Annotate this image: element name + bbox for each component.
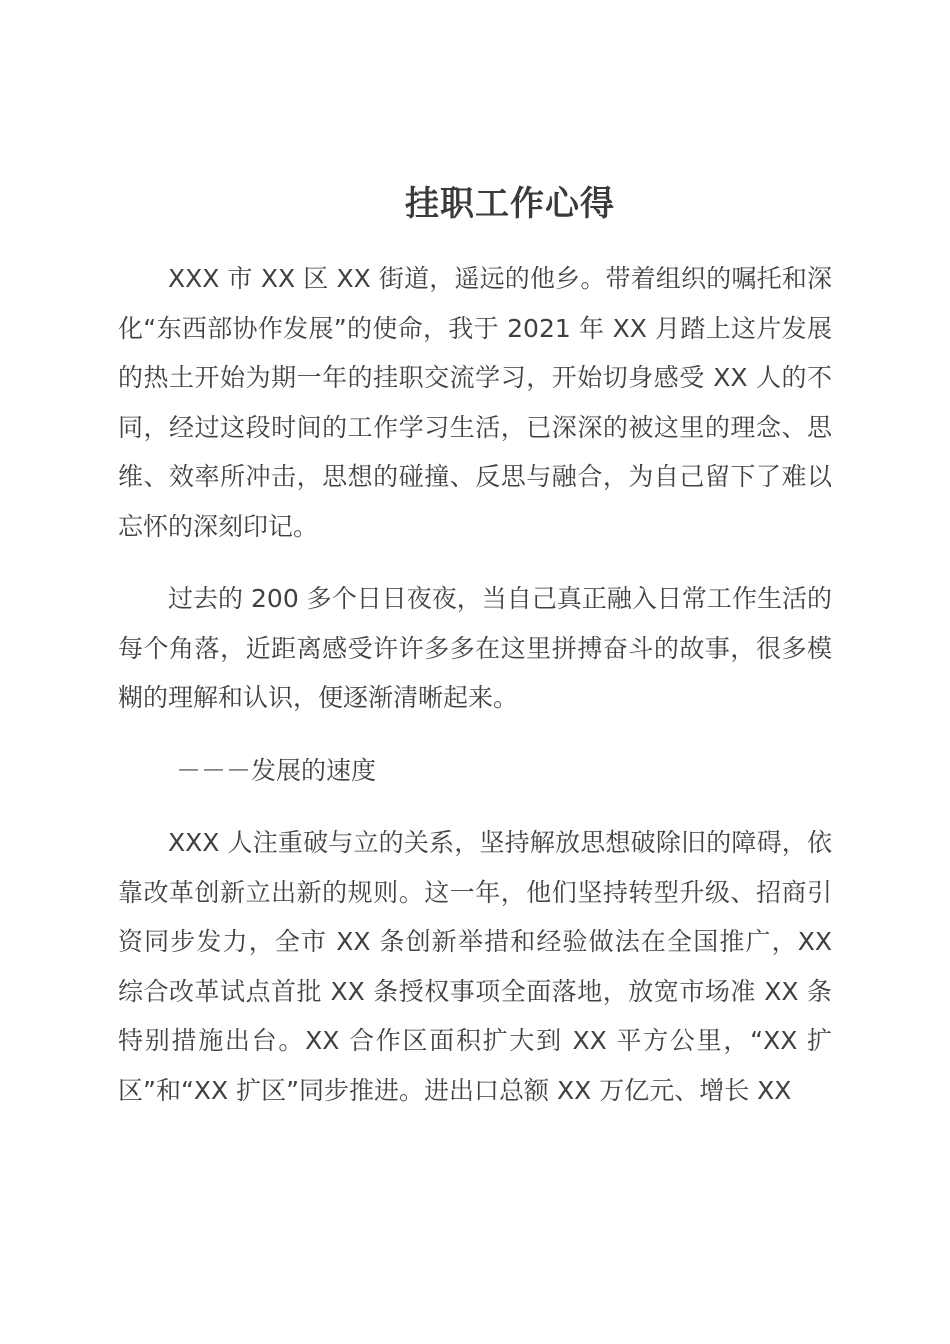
- section-paragraph: XXX 人注重破与立的关系，坚持解放思想破除旧的障碍，依靠改革创新立出新的规则。这一年，他们坚持转型升级、招商引资同步发力，全市 XX 条创新举措和经验做法在全国推广，XX 综合改革试点首批 XX 条授权事项全面落地，放宽市场准 XX 条特别措施出台。XX 合作区面积扩大到 XX 平方公里，“XX 扩区”和“XX 扩区”同步推进。进出口总额 XX 万亿元、增长 XX: [118, 828, 832, 1105]
- paragraph-2-container: [118, 574, 832, 723]
- paragraph-3-container: [118, 818, 832, 1115]
- paragraph-2: 过去的 200 多个日日夜夜，当自己真正融入日常工作生活的每个角落，近距离感受许许多多在这里拼搏奋斗的故事，很多模糊的理解和认识，便逐渐清晰起来。: [118, 584, 832, 712]
- section-heading: －－－发展的速度: [176, 756, 377, 785]
- document-title: 挂职工作心得: [405, 184, 615, 224]
- paragraph-1: XXX 市 XX 区 XX 街道，遥远的他乡。带着组织的嘱托和深化“东西部协作发展”的使命，我于 2021 年 XX 月踏上这片发展的热土开始为期一年的挂职交流学习，开始切身感受 XX 人的不同，经过这段时间的工作学习生活，已深深的被这里的理念、思维、效率所冲击，思想的碰撞、反思与融合，为自己留下了难以忘怀的深刻印记。: [118, 264, 832, 541]
- paragraph-1-container: [118, 254, 832, 551]
